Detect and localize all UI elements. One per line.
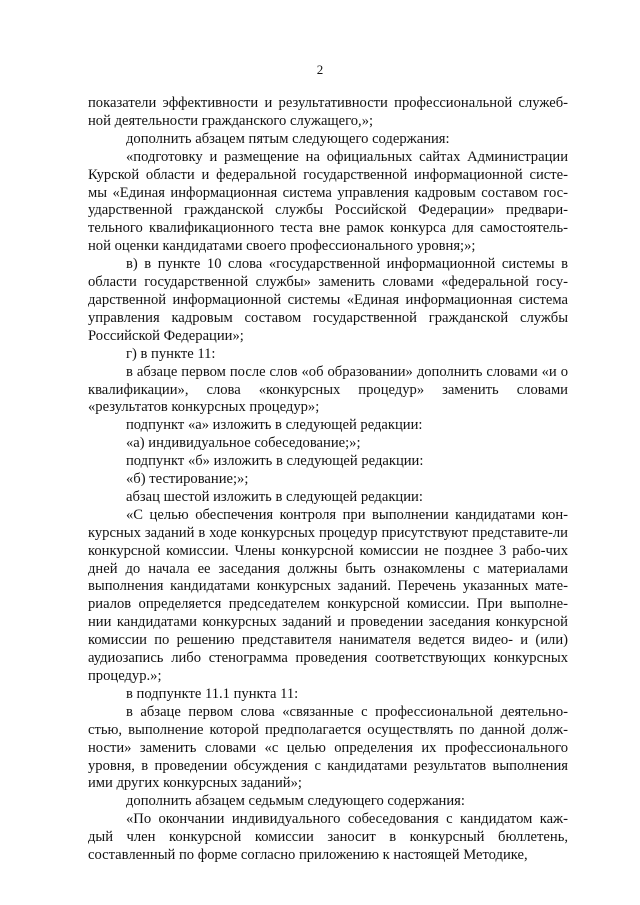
paragraph: «По окончании индивидуального собеседования с кандидатом каж-дый член конкурсной комиссии заносит в конкурсный бюллетень, составленный по форме согласно приложению к настоящей Методике,	[88, 811, 568, 864]
paragraph: дополнить абзацем пятым следующего содержания:	[126, 130, 450, 147]
paragraph: показатели эффективности и результативности профессиональной служеб-ной деятельности гражданского служащего,»;	[88, 95, 568, 129]
paragraph: в) в пункте 10 слова «государственной информационной системы в области государственной службы» заменить словами «федеральной госу-дарственной информационной системы «Единая информационная система управления кадровым составом государственной гражданской службы Российской Федерации»;	[88, 256, 568, 344]
paragraph: «подготовку и размещение на официальных сайтах Администрации Курской области и федеральной государственной информационной систе-мы «Единая информационная система управления кадровым составом гос-ударственной гражданской службы Российской Федерации» предвари-тельного квалификационного теста вне рамок конкурса для самостоятель-ной оценки кандидатами своего профессионального уровня;»;	[88, 148, 568, 255]
paragraph: «С целью обеспечения контроля при выполнении кандидатами кон-курсных заданий в ходе конкурсных процедур присутствуют представите-ли конкурсной комиссии. Члены конкурсной комиссии не позднее 3 рабо-чих дней до начала ее заседания должны быть ознакомлены с материалами выполнения кандидатами конкурсных заданий. Перечень указанных мате-риалов определяется председателем конкурсной комиссии. При выполне-нии кандидатами конкурсных заданий и проведении заседания конкурсной комиссии по решению представителя нанимателя ведется видео- и (или) аудиозапись либо стенограмма проведения соответствующих конкурсных процедур.»;	[88, 506, 568, 684]
paragraph: абзац шестой изложить в следующей редакции:	[126, 488, 423, 505]
paragraph: дополнить абзацем седьмым следующего содержания:	[126, 793, 465, 810]
paragraph: в абзаце первом после слов «об образовании» дополнить словами «и о квалификации», слова «конкурсных процедур» заменить словами «результатов конкурсных процедур»;	[88, 363, 568, 416]
paragraph: г) в пункте 11:	[126, 345, 216, 362]
paragraph: «б) тестирование;»;	[126, 471, 249, 488]
paragraph: «а) индивидуальное собеседование;»;	[126, 435, 361, 452]
paragraph: в подпункте 11.1 пункта 11:	[126, 685, 299, 702]
page-number: 2	[316, 62, 324, 77]
paragraph: подпункт «б» изложить в следующей редакции:	[126, 453, 424, 470]
paragraph: в абзаце первом слова «связанные с профессиональной деятельно-стью, выполнение которой предполагается осуществлять по данной долж-ности» заменить словами «с целью определения их профессионального уровня, в проведении обсуждения с кандидатами результатов выполнения ими других конкурсных заданий»;	[88, 703, 568, 792]
paragraph: подпункт «а» изложить в следующей редакции:	[126, 417, 423, 434]
document-body	[88, 95, 568, 865]
